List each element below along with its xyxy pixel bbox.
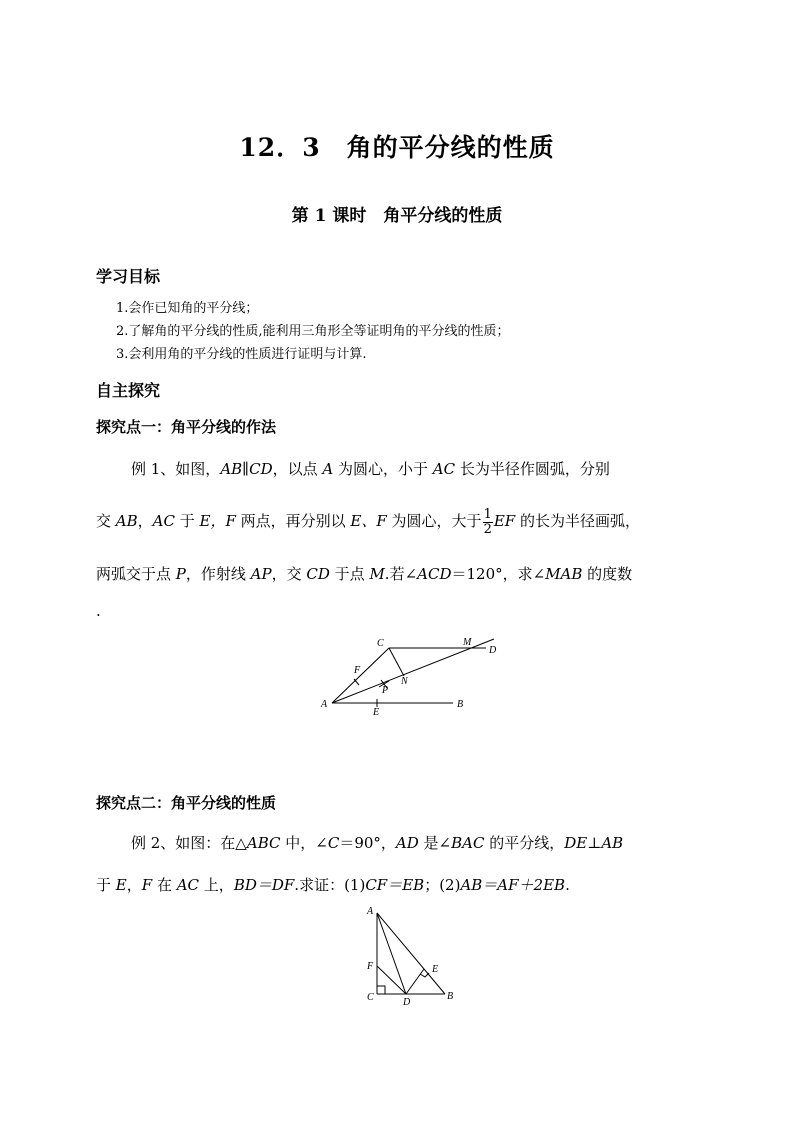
example1-line-3: 两弧交于点 P，作射线 AP，交 CD 于点 M.若∠ACD＝120°，求∠MAB 的度数 xyxy=(96,565,633,583)
example2-line-2: 于 E，F 在 AC 上，BD＝DF.求证：(1)CF＝EB；(2)AB＝AF＋2EB. xyxy=(96,876,570,894)
objective-item-3: 3.会利用角的平分线的性质进行证明与计算. xyxy=(116,347,367,362)
label-e: E xyxy=(432,964,439,975)
label-n: N xyxy=(401,676,408,687)
label-e: E xyxy=(373,707,380,718)
explore-heading: 自主探究 xyxy=(96,381,161,400)
label-d: D xyxy=(403,997,411,1008)
segment-fd xyxy=(377,966,406,994)
label-f: F xyxy=(367,961,374,972)
segment-de xyxy=(406,969,424,994)
objective-item-2: 2.了解角的平分线的性质,能利用三角形全等证明角的平分线的性质； xyxy=(116,324,510,339)
segment-ab xyxy=(377,913,445,994)
example1-line-4: . xyxy=(96,602,101,620)
right-angle-mark-c xyxy=(377,986,385,994)
figure-parallel-lines xyxy=(318,632,508,722)
label-d: D xyxy=(489,645,497,656)
figure-right-triangle xyxy=(360,902,465,1010)
objectives-heading: 学习目标 xyxy=(96,267,161,286)
segment-ad xyxy=(377,913,406,994)
point1-heading: 探究点一：角平分线的作法 xyxy=(96,418,277,436)
label-c: C xyxy=(377,638,384,649)
objective-item-1: 1.会作已知角的平分线； xyxy=(116,301,259,316)
example1-line-1: 例 1、如图，AB∥CD，以点 A 为圆心，小于 AC 长为半径作圆弧，分别 xyxy=(131,460,610,478)
lesson-subtitle: 第 1 课时 角平分线的性质 xyxy=(291,206,503,226)
label-p: P xyxy=(382,685,389,696)
label-a: A xyxy=(367,906,374,917)
label-c: C xyxy=(367,992,374,1003)
document-title: 12．3 角的平分线的性质 xyxy=(239,133,555,162)
label-a: A xyxy=(321,699,328,710)
label-b: B xyxy=(447,991,454,1002)
example2-line-1: 例 2、如图：在△ABC 中，∠C＝90°，AD 是∠BAC 的平分线，DE⊥AB xyxy=(131,834,624,852)
label-b: B xyxy=(457,699,464,710)
label-m: M xyxy=(463,637,472,648)
fraction-one-half: $\frac{1}{2}$ xyxy=(483,506,492,537)
point2-heading: 探究点二：角平分线的性质 xyxy=(96,794,277,812)
segment-ac xyxy=(332,648,389,703)
label-f: F xyxy=(354,665,361,676)
segment-cn xyxy=(389,648,404,676)
example1-line-2: 交 AB，AC 于 E，F 两点，再分别以 E、F 为圆心，大于 $\frac{1}{2}$ EF 的长为半径画弧， xyxy=(96,506,640,537)
